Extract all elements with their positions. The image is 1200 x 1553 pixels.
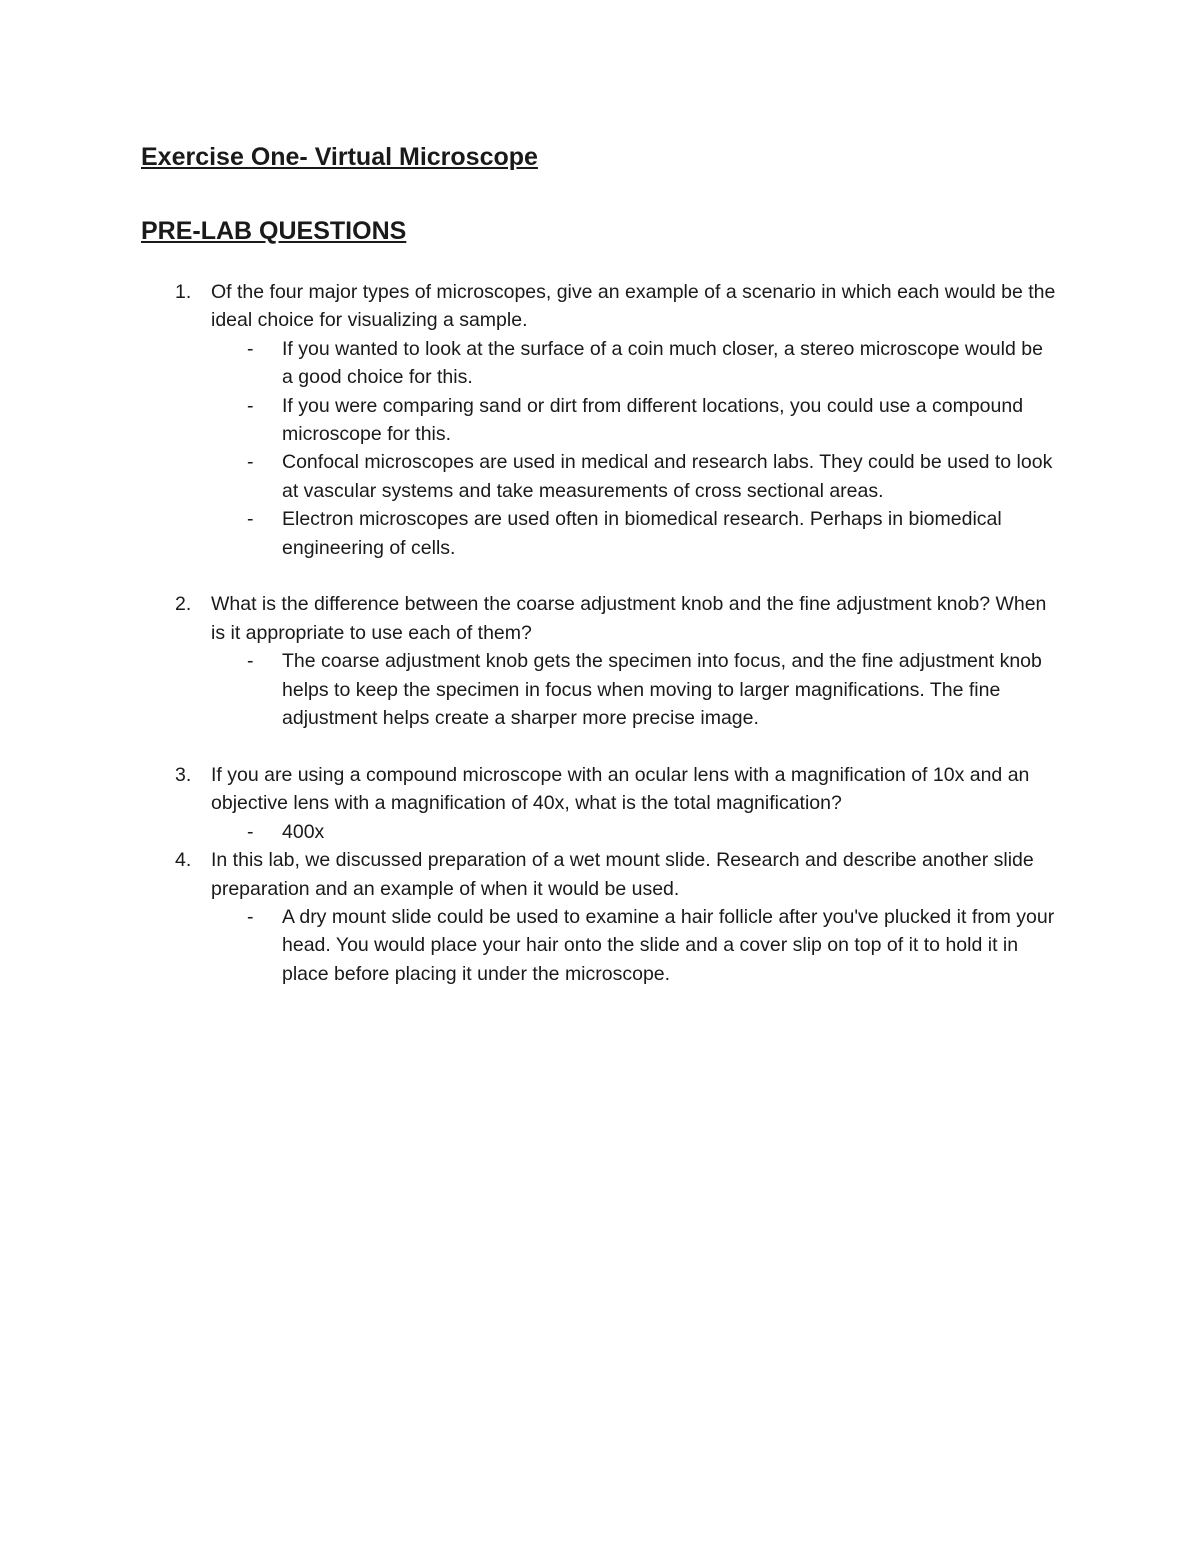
question-text: If you are using a compound microscope with an ocular lens with a magnification of 10x and an objective lens with a magnification of 40x, what is the total magnification? [211, 763, 1030, 815]
bullet-dash: - [247, 394, 254, 417]
bullet-dash: - [247, 905, 254, 928]
answer-item [0, 818, 1057, 846]
bullet-dash: - [247, 820, 254, 843]
answer-text: Confocal microscopes are used in medical and research labs. They could be used to look at vascular systems and take measurements of cross sectional areas. [282, 451, 1053, 502]
document-title: Exercise One- Virtual Microscope [141, 143, 538, 171]
section-heading: PRE-LAB QUESTIONS [141, 217, 407, 245]
answer-item [0, 448, 1057, 505]
bullet-dash: - [247, 451, 254, 474]
question-number: 1. [175, 281, 192, 303]
question-4 [0, 846, 1061, 903]
question-text: Of the four major types of microscopes, give an example of a scenario in which each would be the ideal choice for visualizing a sample. [211, 281, 1056, 332]
spacer [0, 562, 1200, 590]
question-number: 3. [175, 763, 192, 786]
question-number: 2. [175, 593, 192, 616]
answer-item [0, 335, 1057, 392]
question-3 [0, 761, 1061, 818]
answer-list-4 [0, 903, 1200, 988]
answer-list-1 [0, 335, 1200, 562]
answer-list-2 [0, 647, 1200, 732]
answer-item [0, 903, 1057, 988]
question-text: What is the difference between the coarse adjustment knob and the fine adjustment knob? When is it appropriate to use each of them? [211, 593, 1047, 644]
answer-text: A dry mount slide could be used to examine a hair follicle after you've plucked it from your head. You would place your hair onto the slide and a cover slip on top of it to hold it in place before placing it under the microscope. [282, 905, 1055, 985]
answer-text: 400x [282, 820, 325, 843]
answer-text: If you wanted to look at the surface of a coin much closer, a stereo microscope would be a good choice for this. [282, 337, 1043, 389]
question-2 [0, 590, 1061, 647]
spacer [0, 732, 1200, 760]
answer-item [0, 505, 1057, 562]
answer-item [0, 392, 1057, 449]
bullet-dash: - [247, 337, 254, 360]
question-number: 4. [175, 849, 192, 872]
answer-text: The coarse adjustment knob gets the specimen into focus, and the fine adjustment knob helps to keep the specimen in focus when moving to larger magnifications. The fine adjustment helps create a sharper more precise image. [282, 650, 1042, 730]
questions-list [0, 278, 1200, 988]
answer-text: If you were comparing sand or dirt from different locations, you could use a compound microscope for this. [282, 394, 1024, 446]
answer-text: Electron microscopes are used often in biomedical research. Perhaps in biomedical engineering of cells. [282, 508, 1002, 559]
bullet-dash: - [247, 508, 254, 531]
question-1 [0, 278, 1061, 335]
question-text: In this lab, we discussed preparation of a wet mount slide. Research and describe another slide preparation and an example of when it would be used. [211, 849, 1034, 900]
answer-item [0, 647, 1057, 732]
bullet-dash: - [247, 650, 254, 673]
answer-list-3 [0, 818, 1200, 846]
